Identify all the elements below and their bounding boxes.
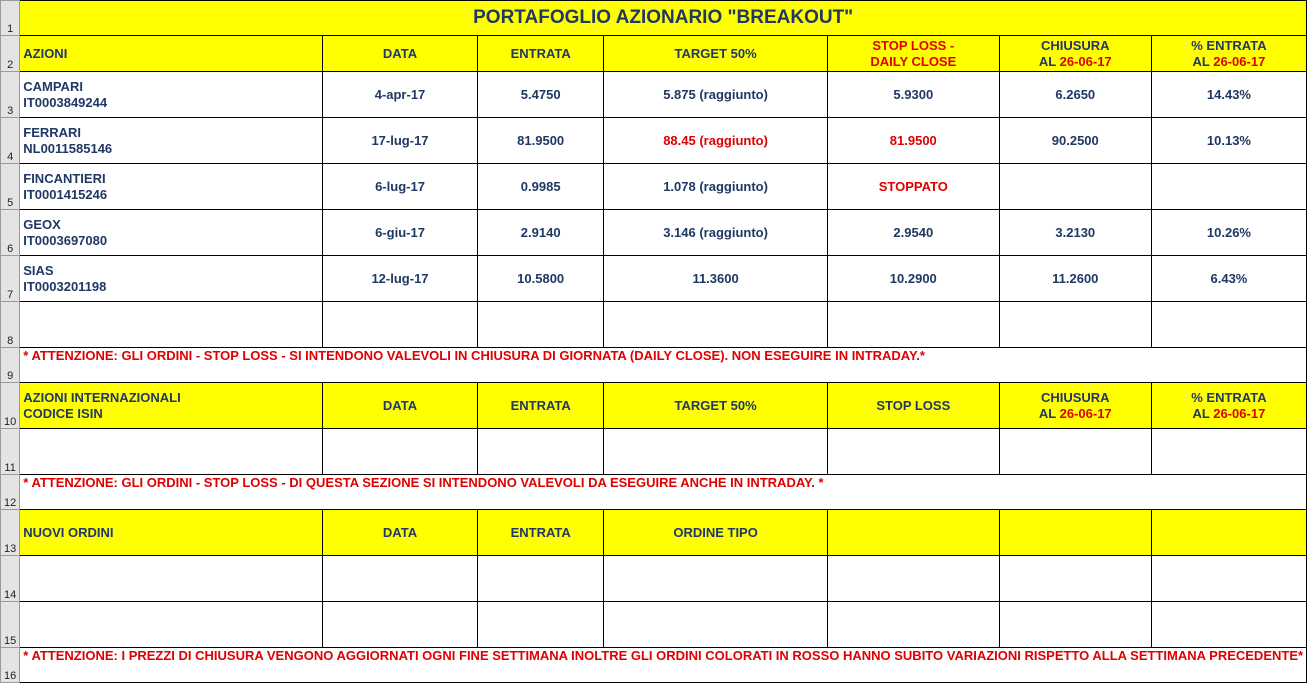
header-azioni-internazionali-line1: AZIONI INTERNAZIONALI bbox=[23, 389, 181, 405]
stock-name: FERRARI bbox=[23, 124, 82, 140]
header-entrata-pct-date: 26-06-17 bbox=[1213, 53, 1266, 69]
stock-entrata[interactable]: 2.9140 bbox=[478, 210, 604, 256]
empty-cell[interactable] bbox=[1151, 556, 1306, 602]
row-header-5[interactable]: 5 bbox=[1, 164, 20, 210]
note-stop-loss-intraday[interactable]: * ATTENZIONE: GLI ORDINI - STOP LOSS - DI QUESTA SEZIONE SI INTENDONO VALEVOLI DA ESEGUIRE ANCHE IN INTRADAY. * bbox=[20, 475, 1307, 510]
header-stop-loss[interactable] bbox=[827, 36, 999, 72]
header-intl-chiusura-al: AL bbox=[1038, 405, 1060, 421]
note-stop-loss-daily[interactable]: * ATTENZIONE: GLI ORDINI - STOP LOSS - SI INTENDONO VALEVOLI IN CHIUSURA DI GIORNATA (DAILY CLOSE). NON ESEGUIRE IN INTRADAY.* bbox=[20, 348, 1307, 383]
stock-data[interactable]: 17-lug-17 bbox=[322, 118, 477, 164]
header-intl-chiusura[interactable] bbox=[999, 383, 1151, 429]
header-chiusura[interactable] bbox=[999, 36, 1151, 72]
header-intl-chiusura-date: 26-06-17 bbox=[1059, 405, 1112, 421]
stock-chiusura[interactable]: 3.2130 bbox=[999, 210, 1151, 256]
stock-data[interactable]: 6-lug-17 bbox=[322, 164, 477, 210]
empty-header-cell[interactable] bbox=[827, 510, 999, 556]
row-header-1[interactable]: 1 bbox=[1, 1, 20, 36]
header-stop-loss-line2: DAILY CLOSE bbox=[870, 53, 957, 69]
header-azioni-internazionali[interactable] bbox=[20, 383, 323, 429]
stock-name: GEOX bbox=[23, 216, 61, 232]
empty-header-cell[interactable] bbox=[999, 510, 1151, 556]
row-header-15[interactable]: 15 bbox=[1, 602, 20, 648]
stock-entrata[interactable]: 10.5800 bbox=[478, 256, 604, 302]
note-prezzi-chiusura[interactable]: * ATTENZIONE: I PREZZI DI CHIUSURA VENGONO AGGIORNATI OGNI FINE SETTIMANA INOLTRE GLI ORDINI COLORATI IN ROSSO HANNO SUBITO VARIAZIONI RISPETTO ALLA SETTIMANA PRECEDENTE* bbox=[20, 648, 1307, 683]
row-header-11[interactable]: 11 bbox=[1, 429, 20, 475]
stock-entrata[interactable]: 81.9500 bbox=[478, 118, 604, 164]
stock-target[interactable]: 5.875 (raggiunto) bbox=[604, 72, 828, 118]
row-header-10[interactable]: 10 bbox=[1, 383, 20, 429]
empty-cell[interactable] bbox=[604, 302, 828, 348]
header-entrata-pct-line1: % ENTRATA bbox=[1191, 37, 1267, 53]
header-intl-target[interactable]: TARGET 50% bbox=[604, 383, 828, 429]
empty-cell[interactable] bbox=[827, 556, 999, 602]
sheet-title[interactable]: PORTAFOGLIO AZIONARIO "BREAKOUT" bbox=[20, 1, 1307, 36]
header-nuovi-ordini[interactable]: NUOVI ORDINI bbox=[20, 510, 323, 556]
stock-target[interactable]: 11.3600 bbox=[604, 256, 828, 302]
stock-name-cell[interactable] bbox=[20, 210, 323, 256]
row-header-8[interactable]: 8 bbox=[1, 302, 20, 348]
header-chiusura-al: AL bbox=[1038, 53, 1060, 69]
stock-pct[interactable]: 6.43% bbox=[1151, 256, 1306, 302]
stock-stop[interactable]: 81.9500 bbox=[827, 118, 999, 164]
header-nuovi-entrata[interactable]: ENTRATA bbox=[478, 510, 604, 556]
empty-cell[interactable] bbox=[20, 302, 323, 348]
empty-cell[interactable] bbox=[604, 556, 828, 602]
stock-chiusura[interactable]: 90.2500 bbox=[999, 118, 1151, 164]
stock-name: SIAS bbox=[23, 262, 54, 278]
empty-cell[interactable] bbox=[999, 556, 1151, 602]
empty-cell[interactable] bbox=[478, 302, 604, 348]
header-intl-entrata-pct-date: 26-06-17 bbox=[1213, 405, 1266, 421]
stock-stop[interactable]: 2.9540 bbox=[827, 210, 999, 256]
header-entrata-pct[interactable] bbox=[1151, 36, 1306, 72]
stock-pct[interactable] bbox=[1151, 164, 1306, 210]
stock-stop[interactable]: 5.9300 bbox=[827, 72, 999, 118]
header-intl-entrata-pct-al: AL bbox=[1192, 405, 1214, 421]
empty-cell[interactable] bbox=[20, 429, 323, 475]
empty-cell[interactable] bbox=[827, 602, 999, 648]
stock-data[interactable]: 6-giu-17 bbox=[322, 210, 477, 256]
row-header-14[interactable]: 14 bbox=[1, 556, 20, 602]
header-entrata-pct-al: AL bbox=[1192, 53, 1214, 69]
empty-cell[interactable] bbox=[20, 602, 323, 648]
stock-isin: IT0003201198 bbox=[23, 278, 107, 294]
stock-name-cell[interactable] bbox=[20, 164, 323, 210]
empty-cell[interactable] bbox=[999, 602, 1151, 648]
empty-cell[interactable] bbox=[322, 556, 477, 602]
header-intl-stop[interactable]: STOP LOSS bbox=[827, 383, 999, 429]
stock-entrata[interactable]: 0.9985 bbox=[478, 164, 604, 210]
stock-data[interactable]: 12-lug-17 bbox=[322, 256, 477, 302]
empty-cell[interactable] bbox=[478, 556, 604, 602]
header-intl-data[interactable]: DATA bbox=[322, 383, 477, 429]
row-header-9[interactable]: 9 bbox=[1, 348, 20, 383]
row-header-16[interactable]: 16 bbox=[1, 648, 20, 683]
stock-pct[interactable]: 10.13% bbox=[1151, 118, 1306, 164]
empty-cell[interactable] bbox=[999, 302, 1151, 348]
stock-isin: NL0011585146 bbox=[23, 140, 113, 156]
stock-chiusura[interactable]: 6.2650 bbox=[999, 72, 1151, 118]
stock-chiusura[interactable] bbox=[999, 164, 1151, 210]
empty-cell[interactable] bbox=[478, 602, 604, 648]
stock-name-cell[interactable] bbox=[20, 256, 323, 302]
stock-isin: IT0003697080 bbox=[23, 232, 108, 248]
empty-cell[interactable] bbox=[604, 602, 828, 648]
row-header-2[interactable]: 2 bbox=[1, 36, 20, 72]
row-header-12[interactable]: 12 bbox=[1, 475, 20, 510]
header-chiusura-line1: CHIUSURA bbox=[1040, 37, 1110, 53]
header-chiusura-date: 26-06-17 bbox=[1059, 53, 1112, 69]
empty-cell[interactable] bbox=[20, 556, 323, 602]
empty-cell[interactable] bbox=[999, 429, 1151, 475]
empty-cell[interactable] bbox=[322, 602, 477, 648]
empty-cell[interactable] bbox=[322, 302, 477, 348]
stock-stop[interactable]: STOPPATO bbox=[827, 164, 999, 210]
header-target[interactable]: TARGET 50% bbox=[604, 36, 828, 72]
row-header-7[interactable]: 7 bbox=[1, 256, 20, 302]
stock-chiusura[interactable]: 11.2600 bbox=[999, 256, 1151, 302]
stock-name-cell[interactable] bbox=[20, 72, 323, 118]
stock-data[interactable]: 4-apr-17 bbox=[322, 72, 477, 118]
row-header-3[interactable]: 3 bbox=[1, 72, 20, 118]
header-intl-entrata[interactable]: ENTRATA bbox=[478, 383, 604, 429]
empty-cell[interactable] bbox=[322, 429, 477, 475]
row-header-6[interactable]: 6 bbox=[1, 210, 20, 256]
stock-pct[interactable]: 10.26% bbox=[1151, 210, 1306, 256]
header-azioni[interactable]: AZIONI bbox=[20, 36, 323, 72]
header-intl-entrata-pct[interactable] bbox=[1151, 383, 1306, 429]
stock-entrata[interactable]: 5.4750 bbox=[478, 72, 604, 118]
empty-cell[interactable] bbox=[1151, 429, 1306, 475]
stock-target[interactable]: 1.078 (raggiunto) bbox=[604, 164, 828, 210]
stock-target[interactable]: 88.45 (raggiunto) bbox=[604, 118, 828, 164]
empty-cell[interactable] bbox=[478, 429, 604, 475]
empty-header-cell[interactable] bbox=[1151, 510, 1306, 556]
header-stop-loss-line1: STOP LOSS - bbox=[872, 37, 955, 53]
stock-pct[interactable]: 14.43% bbox=[1151, 72, 1306, 118]
stock-name-cell[interactable] bbox=[20, 118, 323, 164]
header-nuovi-data[interactable]: DATA bbox=[322, 510, 477, 556]
header-entrata[interactable]: ENTRATA bbox=[478, 36, 604, 72]
header-azioni-internazionali-line2: CODICE ISIN bbox=[23, 405, 103, 421]
empty-cell[interactable] bbox=[1151, 602, 1306, 648]
row-header-4[interactable]: 4 bbox=[1, 118, 20, 164]
stock-name: FINCANTIERI bbox=[23, 170, 106, 186]
empty-cell[interactable] bbox=[827, 429, 999, 475]
row-header-13[interactable]: 13 bbox=[1, 510, 20, 556]
stock-stop[interactable]: 10.2900 bbox=[827, 256, 999, 302]
stock-name: CAMPARI bbox=[23, 78, 83, 94]
header-ordine-tipo[interactable]: ORDINE TIPO bbox=[604, 510, 828, 556]
stock-isin: IT0003849244 bbox=[23, 94, 108, 110]
header-intl-chiusura-line1: CHIUSURA bbox=[1040, 389, 1110, 405]
stock-target[interactable]: 3.146 (raggiunto) bbox=[604, 210, 828, 256]
stock-isin: IT0001415246 bbox=[23, 186, 108, 202]
header-intl-entrata-pct-line1: % ENTRATA bbox=[1191, 389, 1267, 405]
header-data[interactable]: DATA bbox=[322, 36, 477, 72]
empty-cell[interactable] bbox=[827, 302, 999, 348]
empty-cell[interactable] bbox=[604, 429, 828, 475]
empty-cell[interactable] bbox=[1151, 302, 1306, 348]
